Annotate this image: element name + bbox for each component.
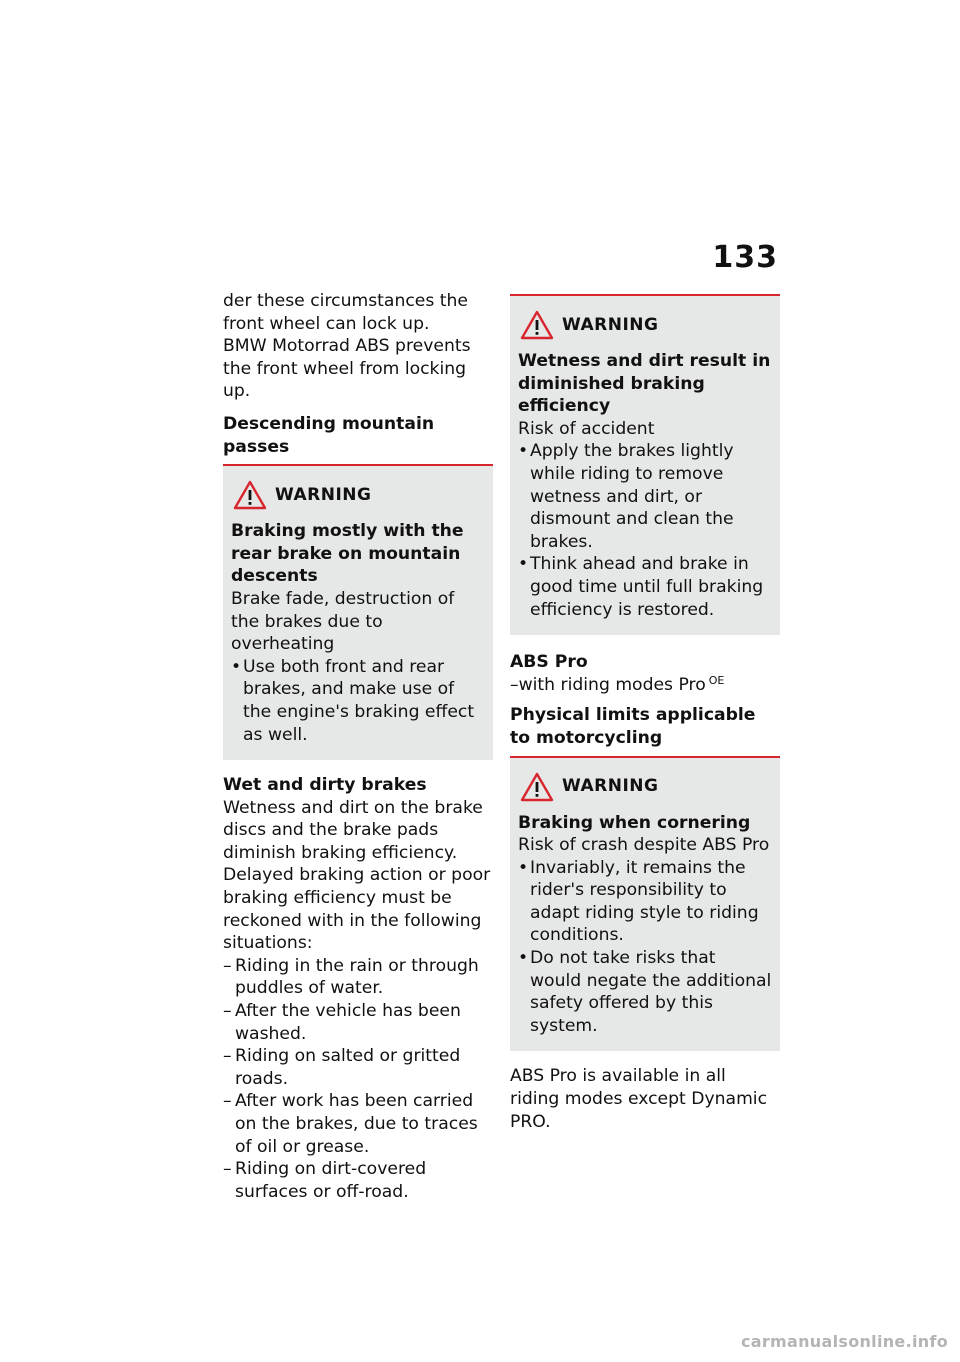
intro-text-2: BMW Motorrad ABS prevents the front wheel from locking up.	[223, 336, 471, 402]
left-column	[223, 290, 493, 1203]
wet-text-2: Delayed braking action or poor braking efficiency must be reckoned with in the following situations:	[223, 865, 491, 954]
warning-title: Braking mostly with the rear brake on mountain descents	[231, 521, 464, 587]
descending-heading: Descending mountain passes	[223, 413, 435, 457]
wet-heading: Wet and dirty brakes	[223, 775, 427, 796]
situation-item: – Riding on salted or gritted roads.	[223, 1045, 493, 1090]
warning-text: Risk of accident	[518, 418, 655, 439]
warning-bullet: • Use both front and rear brakes, and make use of the engine's braking effect as well.	[231, 656, 485, 746]
situation-item: – Riding on dirt-covered surfaces or off-road.	[223, 1158, 493, 1203]
abs-available-text: ABS Pro is available in all riding modes except Dynamic PRO.	[510, 1066, 768, 1132]
warning-bullet: • Do not take risks that would negate the additional safety offered by this system.	[518, 947, 772, 1037]
situation-item: – Riding in the rain or through puddles of water.	[223, 955, 493, 1000]
limits-heading: Physical limits applicable to motorcycling	[510, 705, 756, 748]
situation-item: – After work has been carried on the brakes, due to traces of oil or grease.	[223, 1090, 493, 1158]
warning-triangle-icon	[520, 772, 554, 802]
watermark-link[interactable]: carmanualsonline.info	[740, 1332, 948, 1352]
warning-label: WARNING	[562, 776, 659, 797]
situation-item: – After the vehicle has been washed.	[223, 1000, 493, 1045]
warning-box-mountain	[223, 464, 493, 760]
warning-bullet: • Apply the brakes lightly while riding to remove wetness and dirt, or dismount and clean the brakes.	[518, 440, 772, 553]
oe-superscript: OE	[708, 673, 725, 687]
abs-pro-subtitle: –with riding modes Pro $^{OE}$	[510, 673, 725, 695]
right-column	[510, 290, 780, 1133]
warning-label: WARNING	[275, 484, 372, 505]
warning-triangle-icon	[233, 480, 267, 510]
warning-triangle-icon	[520, 310, 554, 340]
page-number: 133	[712, 240, 778, 275]
warning-box-cornering	[510, 756, 780, 1052]
warning-bullet: • Think ahead and brake in good time until full braking efficiency is restored.	[518, 553, 772, 621]
warning-label: WARNING	[562, 314, 659, 335]
intro-text-1: der these circumstances the front wheel can lock up.	[223, 291, 468, 334]
warning-title: Wetness and dirt result in diminished braking efficiency	[518, 351, 771, 417]
warning-text: Risk of crash despite ABS Pro	[518, 835, 770, 856]
warning-title: Braking when cornering	[518, 812, 751, 833]
wet-text-1: Wetness and dirt on the brake discs and the brake pads diminish braking efficiency.	[223, 797, 483, 863]
warning-box-wetness	[510, 294, 780, 635]
abs-pro-title: ABS Pro	[510, 652, 588, 673]
warning-bullet: • Invariably, it remains the rider's responsibility to adapt riding style to riding conditions.	[518, 857, 772, 947]
warning-text: Brake fade, destruction of the brakes due to overheating	[231, 588, 455, 655]
